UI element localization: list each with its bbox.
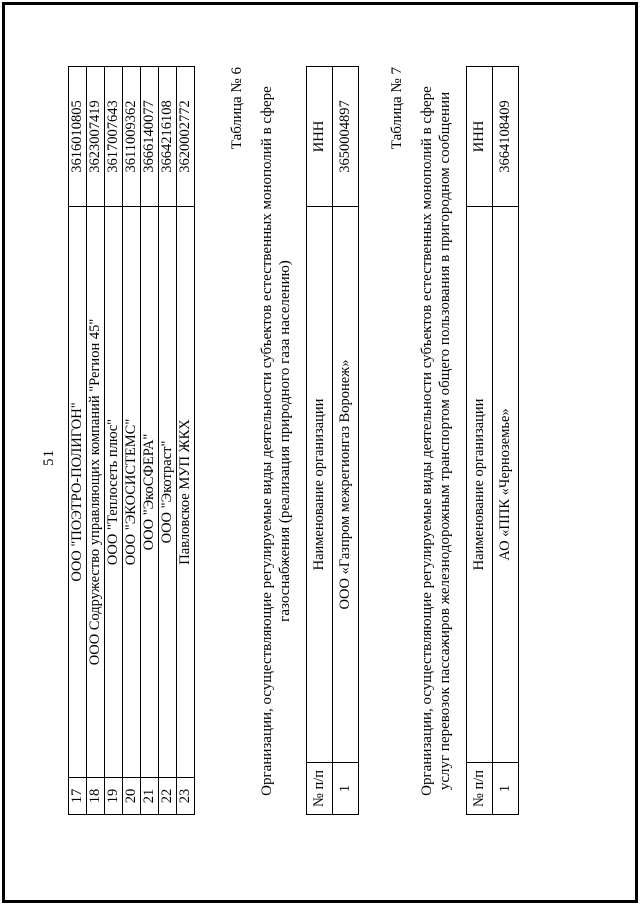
gas-supply-orgs-table xyxy=(306,66,359,815)
table-row xyxy=(87,67,105,815)
row-number-cell: 18 xyxy=(87,778,105,815)
table-row xyxy=(141,67,159,815)
monopoly-orgs-continuation-table xyxy=(68,66,195,815)
row-number-cell: 1 xyxy=(493,763,519,815)
org-name-cell: ООО "ПОЭТРО-ПОЛИГОН" xyxy=(69,207,87,778)
table-row xyxy=(69,67,87,815)
page-number: 51 xyxy=(41,5,58,910)
table6-title: Организации, осуществляющие регулируемые виды деятельности субъектов естественных монополий в сфере газоснабжения (реализация природного газа населению) xyxy=(258,67,294,815)
org-name-cell: ООО "Экотраст" xyxy=(159,207,177,778)
inn-cell: 3664108409 xyxy=(493,67,519,207)
table-row xyxy=(493,67,519,815)
inn-cell: 3616010805 xyxy=(69,67,87,207)
page-content xyxy=(68,67,519,815)
rail-transport-orgs-table xyxy=(466,66,519,815)
row-number-cell: 23 xyxy=(177,778,195,815)
row-number-cell: 19 xyxy=(105,778,123,815)
table-row xyxy=(159,67,177,815)
table-row xyxy=(177,67,195,815)
inn-cell: 3623007419 xyxy=(87,67,105,207)
header-inn: ИНН xyxy=(467,67,493,207)
table-header-row xyxy=(307,67,333,815)
table-header-row xyxy=(467,67,493,815)
inn-cell: 3664216108 xyxy=(159,67,177,207)
org-name-cell: Павловское МУП ЖКХ xyxy=(177,207,195,778)
header-num: № п/п xyxy=(307,763,333,815)
row-number-cell: 21 xyxy=(141,778,159,815)
row-number-cell: 22 xyxy=(159,778,177,815)
table-row xyxy=(123,67,141,815)
org-name-cell: ООО «Газпром межрегионгаз Воронеж» xyxy=(333,207,359,763)
header-org-name: Наименование организации xyxy=(467,207,493,763)
org-name-cell: ООО "ЭкоСФЕРА" xyxy=(141,207,159,778)
scanned-page xyxy=(2,2,638,903)
table7-title: Организации, осуществляющие регулируемые виды деятельности субъектов естественных монополий в сфере услуг перевозок пассажиров железнодорожным транспортом общего пользования в пригородном сообщении xyxy=(418,67,454,815)
row-number-cell: 20 xyxy=(123,778,141,815)
org-name-cell: ООО "Теплосеть плюс" xyxy=(105,207,123,778)
org-name-cell: ООО "ЭКОСИСТЕМС" xyxy=(123,207,141,778)
table-row xyxy=(105,67,123,815)
inn-cell: 3611009362 xyxy=(123,67,141,207)
org-name-cell: АО «ППК «Черноземье» xyxy=(493,207,519,763)
inn-cell: 3617007643 xyxy=(105,67,123,207)
row-number-cell: 1 xyxy=(333,763,359,815)
inn-cell: 3650004897 xyxy=(333,67,359,207)
inn-cell: 3620002772 xyxy=(177,67,195,207)
inn-cell: 3666140077 xyxy=(141,67,159,207)
header-inn: ИНН xyxy=(307,67,333,207)
table-row xyxy=(333,67,359,815)
header-num: № п/п xyxy=(467,763,493,815)
rotated-landscape-sheet xyxy=(5,5,640,910)
org-name-cell: ООО Содружество управляющих компаний "Регион 45" xyxy=(87,207,105,778)
table6-label: Таблица № 6 xyxy=(229,67,246,815)
table7-label: Таблица № 7 xyxy=(389,67,406,815)
row-number-cell: 17 xyxy=(69,778,87,815)
header-org-name: Наименование организации xyxy=(307,207,333,763)
